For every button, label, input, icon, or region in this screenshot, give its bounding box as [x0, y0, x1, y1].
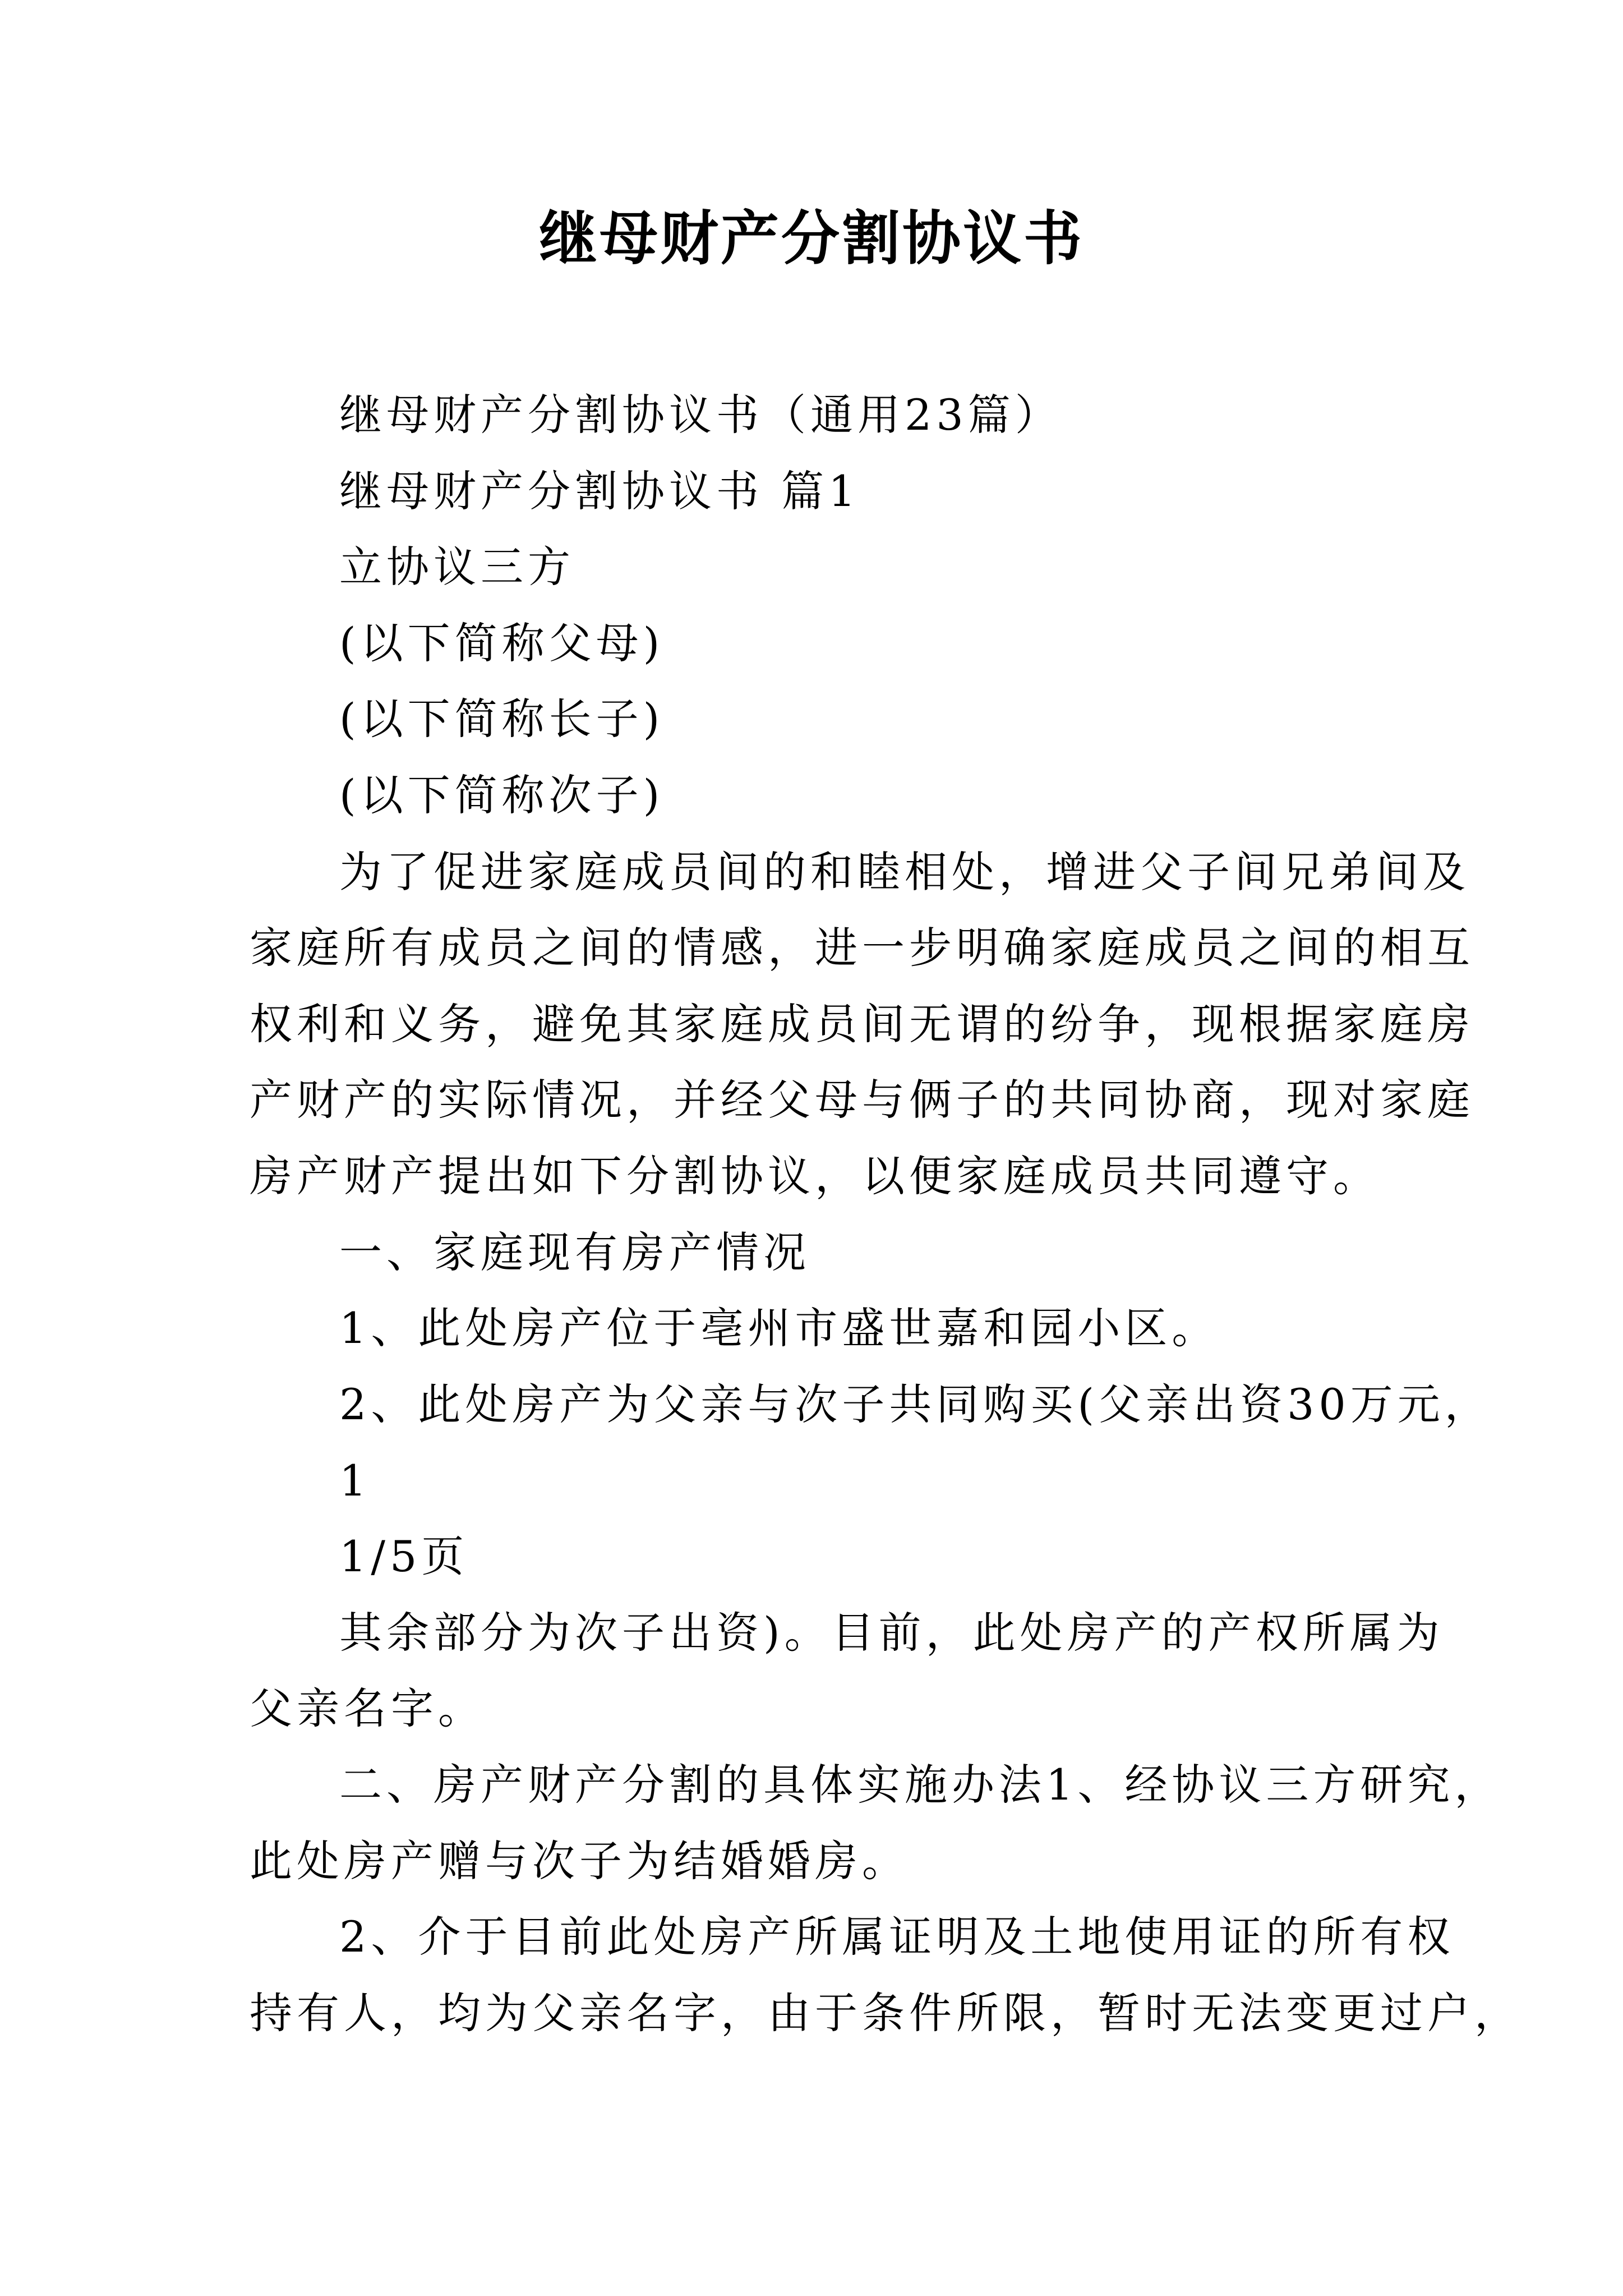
- paragraph-line: 二、房产财产分割的具体实施办法1、经协议三方研究，: [339, 1760, 1502, 1810]
- section-heading: 继母财产分割协议书 篇1: [339, 466, 860, 516]
- paragraph-line: 其余部分为次子出资)。目前，此处房产的产权所属为: [339, 1608, 1444, 1658]
- paragraph-line: 持有人，均为父亲名字，由于条件所限，暂时无法变更过户，: [250, 1988, 1521, 2038]
- body-line: (以下简称长子): [339, 694, 665, 744]
- paragraph-line: 房产财产提出如下分割协议，以便家庭成员共同遵守。: [250, 1151, 1380, 1201]
- body-line: (以下简称父母): [339, 618, 665, 668]
- paragraph-line: 家庭所有成员之间的情感，进一步明确家庭成员之间的相互: [250, 923, 1474, 973]
- paragraph-line: 此处房产赠与次子为结婚婚房。: [250, 1836, 909, 1886]
- paragraph-line: 父亲名字。: [250, 1683, 485, 1733]
- paragraph-line: 产财产的实际情况，并经父母与俩子的共同协商，现对家庭: [250, 1075, 1474, 1125]
- paragraph-line: 2、介于目前此处房产所属证明及土地使用证的所有权: [339, 1912, 1455, 1962]
- paragraph-line: 权利和义务，避免其家庭成员间无谓的纷争，现根据家庭房: [250, 999, 1474, 1049]
- document-title: 继母财产分割协议书: [538, 204, 1084, 273]
- paragraph-line: 为了促进家庭成员间的和睦相处，增进父子间兄弟间及: [339, 847, 1470, 897]
- body-line: (以下简称次子): [339, 770, 665, 820]
- body-line: 1、此处房产位于亳州市盛世嘉和园小区。: [339, 1303, 1219, 1353]
- section-heading: 一、家庭现有房产情况: [339, 1227, 810, 1277]
- subtitle-line: 继母财产分割协议书（通用23篇）: [339, 390, 1062, 440]
- page-number: 1: [339, 1456, 371, 1506]
- body-line: 立协议三方: [339, 542, 575, 592]
- page-indicator: 1/5页: [339, 1531, 469, 1581]
- body-line: 2、此处房产为父亲与次子共同购买(父亲出资30万元，: [339, 1379, 1492, 1429]
